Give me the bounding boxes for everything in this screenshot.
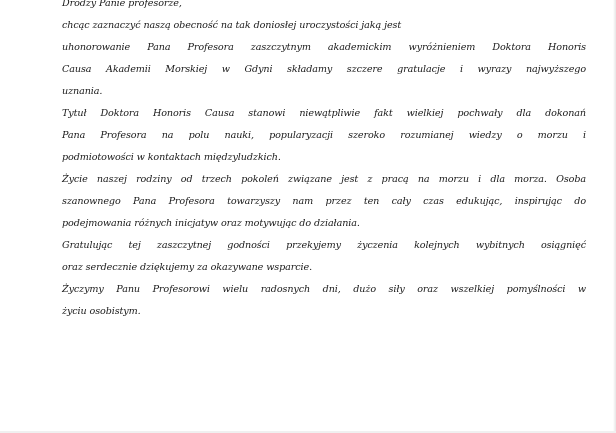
paragraph-4-line-2: oraz serdecznie dziękujemy za okazywane wsparcie. bbox=[62, 262, 313, 273]
paragraph-3-line-2: szanownego Pana Profesora towarzyszy nam przez ten cały czas edukując, inspirując do bbox=[62, 196, 586, 207]
paragraph-1-line-2: uhonorowanie Pana Profesora zaszczytnym akademickim wyróżnieniem Doktora Honoris bbox=[62, 42, 586, 53]
paragraph-2-line-1: Tytuł Doktora Honoris Causa stanowi niewątpliwie fakt wielkiej pochwały dla dokonań bbox=[62, 108, 586, 119]
paragraph-1-line-3: Causa Akademii Morskiej w Gdyni składamy szczere gratulacje i wyrazy najwyższego bbox=[62, 64, 586, 75]
paragraph-3-line-1: Życie naszej rodziny od trzech pokoleń związane jest z pracą na morzu i dla morza. Osoba bbox=[62, 174, 586, 185]
letter-body bbox=[62, 0, 586, 323]
paragraph-5-line-1: Życzymy Panu Profesorowi wielu radosnych dni, dużo siły oraz wszelkiej pomyślności w bbox=[62, 284, 586, 295]
paragraph-3-line-3: podejmowania różnych inicjatyw oraz motywując do działania. bbox=[62, 218, 360, 229]
paragraph-5-line-2: życiu osobistym. bbox=[62, 306, 141, 317]
paragraph-1-line-4: uznania. bbox=[62, 86, 103, 97]
paragraph-2-line-2: Pana Profesora na polu nauki, popularyzacji szeroko rozumianej wiedzy o morzu i bbox=[62, 130, 586, 141]
paragraph-4-line-1: Gratulując tej zaszczytnej godności przekyjemy życzenia kolejnych wybitnych osiągnięć bbox=[62, 240, 586, 251]
paragraph-2-line-3: podmiotowości w kontaktach międzyludzkich. bbox=[62, 152, 281, 163]
salutation-line: Drodzy Panie profesorze, bbox=[62, 0, 182, 9]
paragraph-1-line-1: chcąc zaznaczyć naszą obecność na tak doniosłej uroczystości jaką jest bbox=[62, 20, 402, 31]
